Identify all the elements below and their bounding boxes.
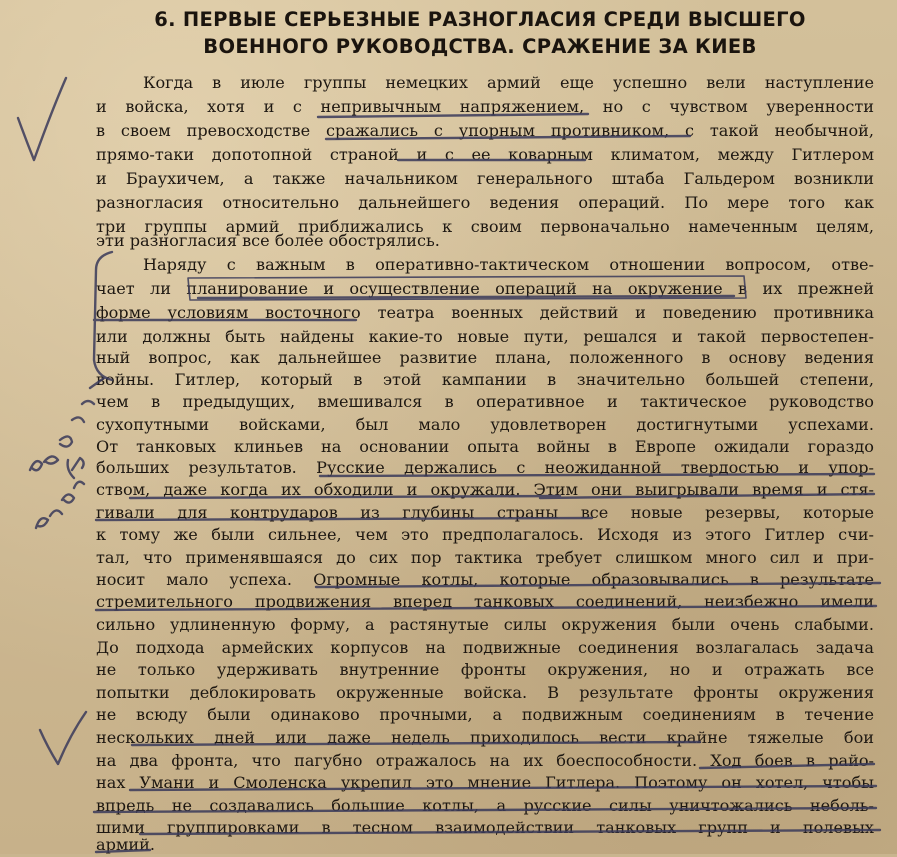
text-line: три группы армий приближались к своим первоначально намеченным целям, <box>96 217 874 236</box>
text-line: не только удерживать внутренние фронты окружения, но и отражать все <box>96 660 874 679</box>
text-line: прямо-таки допотопной страной и с ее коварным климатом, между Гитлером <box>96 145 874 164</box>
text-line: тал, что применявшаяся до сих пор тактика требует слишком много сил и при- <box>96 548 874 567</box>
text-line: Когда в июле группы немецких армий еще успешно вели наступление <box>143 73 874 92</box>
text-line: разногласия относительно дальнейшего ведения операций. По мере того как <box>96 193 874 212</box>
text-line: сухопутными войсками, был мало удовлетворен достигнутыми успехами. <box>96 415 874 434</box>
text-line: носит мало успеха. Огромные котлы, которые образовывались в результате <box>96 570 874 589</box>
text-line: ный вопрос, как дальнейшее развитие плана, положенного в основу ведения <box>96 348 874 367</box>
text-line: нескольких дней или даже недель приходилось вести крайне тяжелые бои <box>96 728 874 747</box>
text-line: к тому же были сильнее, чем это предполагалось. Исходя из этого Гитлер счи- <box>96 525 874 544</box>
margin-arrow <box>68 460 74 478</box>
text-line: и войска, хотя и с непривычным напряжением, но с чувством уверенности <box>96 97 874 116</box>
check-mark-top <box>18 78 66 160</box>
margin-note-scribble <box>30 378 104 470</box>
check-mark-bottom <box>40 712 86 764</box>
text-line: впредь не создавались большие котлы, а русские силы уничтожались неболь- <box>96 796 874 815</box>
text-line: До подхода армейских корпусов на подвижные соединения возлагалась задача <box>96 638 874 657</box>
text-line: в своем превосходстве сражались с упорным противником, с такой необычной, <box>96 121 874 140</box>
text-line: эти разногласия все более обострялись. <box>96 231 440 250</box>
text-line: попытки деблокировать окруженные войска. В результате фронты окружения <box>96 683 874 702</box>
text-line: стремительного продвижения вперед танковых соединений, неизбежно имели <box>96 592 874 611</box>
text-line: войны. Гитлер, который в этой кампании в значительно большей степени, <box>96 370 874 389</box>
text-line: армий. <box>96 835 155 854</box>
text-line: Наряду с важным в оперативно-тактическом отношении вопросом, отве- <box>143 255 874 274</box>
text-line: и Браухичем, а также начальником генерального штаба Гальдером возникли <box>96 169 874 188</box>
chapter-heading-line-1: 6. ПЕРВЫЕ СЕРЬЕЗНЫЕ РАЗНОГЛАСИЯ СРЕДИ ВЫСШЕГО <box>154 8 806 31</box>
text-line: чает ли планирование и осуществление операций на окружение в их прежней <box>96 279 874 298</box>
text-line: От танковых клиньев на основании опыта войны в Европе ожидали гораздо <box>96 437 874 456</box>
text-line: на два фронта, что пагубно отражалось на их боеспособности. Ход боев в райо- <box>96 751 874 770</box>
text-line: гивали для контрударов из глубины страны все новые резервы, которые <box>96 503 874 522</box>
text-line: шими группировками в тесном взаимодействии танковых групп и полевых <box>96 818 874 837</box>
text-line: больших результатов. Русские держались с неожиданной твердостью и упор- <box>96 458 874 477</box>
text-line: ством, даже когда их обходили и окружали. Этим они выигрывали время и стя- <box>96 480 874 499</box>
text-line: не всюду были одинаково прочными, а подвижным соединениям в течение <box>96 705 874 724</box>
text-line: или должны быть найдены какие-то новые пути, решался и такой первостепен- <box>96 327 874 346</box>
text-line: форме условиям восточного театра военных действий и поведению противника <box>96 303 874 322</box>
text-line: чем в предыдущих, вмешивался в оперативное и тактическое руководство <box>96 392 874 411</box>
text-line: сильно удлиненную форму, а растянутые силы окружения были очень слабыми. <box>96 615 874 634</box>
margin-note-scribble-2 <box>36 458 84 528</box>
chapter-heading-line-2: ВОЕННОГО РУКОВОДСТВА. СРАЖЕНИЕ ЗА КИЕВ <box>203 35 757 58</box>
text-line: нах Умани и Смоленска укрепил это мнение Гитлера. Поэтому он хотел, чтобы <box>96 773 874 792</box>
